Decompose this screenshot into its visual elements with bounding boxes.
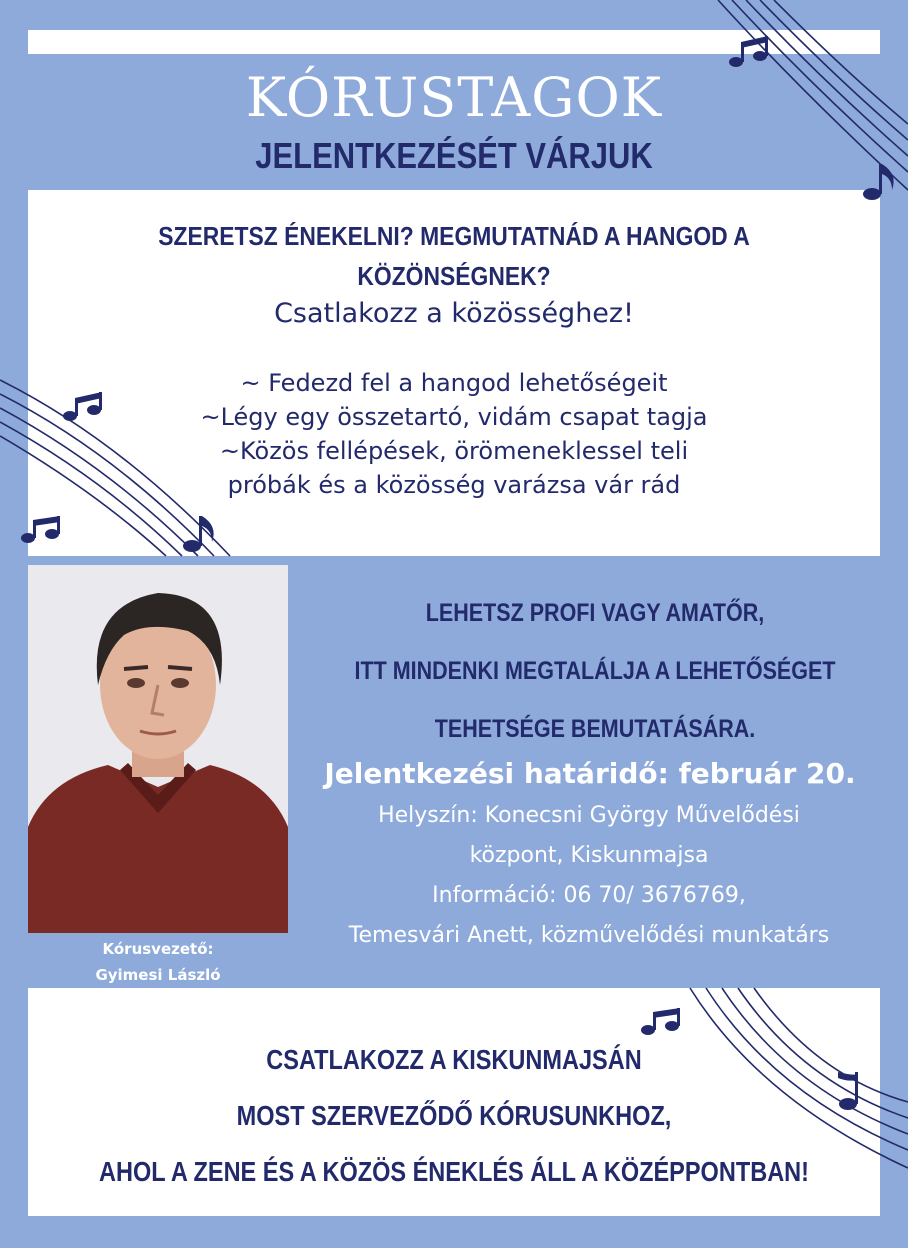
info-line: Helyszín: Konecsni György Művelődési (378, 803, 800, 828)
details-line: LEHETSZ PROFI VAGY AMATŐR, (425, 599, 765, 627)
info-line: Információ: 06 70/ 3676769, (432, 883, 746, 908)
leader-role: Kórusvezető: (102, 940, 214, 958)
details-line: ITT MINDENKI MEGTALÁLJA A LEHETŐSÉGET (354, 657, 836, 685)
benefit-list (28, 366, 880, 502)
leader-photo (28, 565, 288, 933)
info-line: Temesvári Anett, közművelődési munkatárs (348, 923, 830, 948)
leader-caption (28, 936, 288, 988)
benefit-line: próbák és a közösség varázsa vár rád (227, 471, 681, 499)
benefit-line: ~Közös fellépések, örömeneklessel teli (219, 437, 689, 465)
details-line: TEHETSÉGE BEMUTATÁSÁRA. (434, 715, 756, 743)
benefit-line: ~Légy egy összetartó, vidám csapat tagja (200, 403, 708, 431)
footer-line: CSATLAKOZZ A KISKUNMAJSÁN (266, 1044, 642, 1075)
join-heading: Csatlakozz a közösséghez! (274, 298, 634, 329)
poster-title: KÓRUSTAGOK (245, 66, 663, 129)
footer-line: AHOL A ZENE ÉS A KÖZÖS ÉNEKLÉS ÁLL A KÖZÉPPONTBAN! (98, 1156, 810, 1187)
footer-line: MOST SZERVEZŐDŐ KÓRUSUNKHOZ, (236, 1100, 672, 1131)
benefit-line: ~ Fedezd fel a hangod lehetőségeit (240, 369, 668, 397)
details-headline (350, 584, 840, 758)
info-line: központ, Kiskunmajsa (469, 843, 709, 868)
footer-callout (96, 1032, 812, 1200)
intro-question: SZERETSZ ÉNEKELNI? MEGMUTATNÁD A HANGOD A KÖZÖNSÉGNEK? (158, 221, 750, 291)
event-info (298, 796, 880, 956)
portrait-illustration (28, 565, 288, 933)
poster-subtitle: JELENTKEZÉSÉT VÁRJUK (255, 135, 653, 176)
deadline-text: Jelentkezési határidő: február 20. (324, 757, 856, 790)
top-white-bar (28, 30, 880, 54)
leader-name: Gyimesi László (95, 966, 221, 984)
